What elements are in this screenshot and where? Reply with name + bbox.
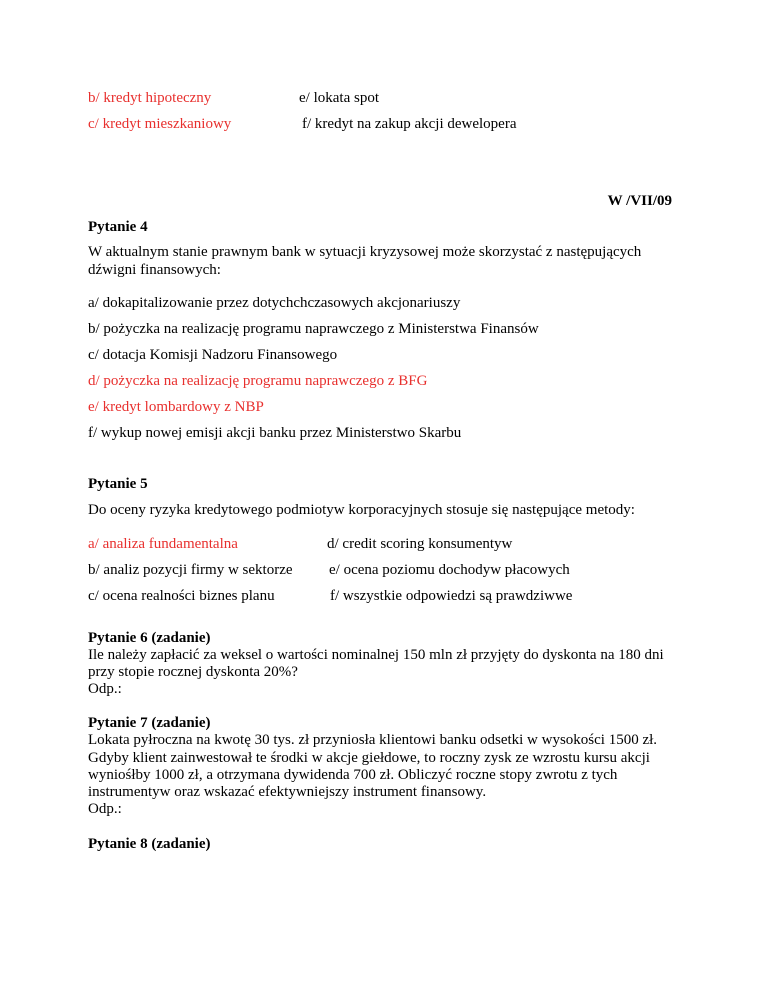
- question-5-option-b: b/ analiz pozycji firmy w sektorze: [88, 562, 293, 578]
- question-4-option-f: f/ wykup nowej emisji akcji banku przez Ministerstwo Skarbu: [88, 425, 462, 441]
- question-5-option-c: c/ ocena realności biznes planu: [88, 588, 275, 604]
- question-7-title: Pytanie 7 (zadanie): [88, 715, 211, 731]
- question-5-option-e: e/ ocena poziomu dochodyw płacowych: [329, 562, 570, 578]
- question-5-title: Pytanie 5: [88, 476, 148, 492]
- question-7-text-line-3: wyniośłby 1000 zł, a otrzymana dywidenda 700 zł. Obliczyć roczne stopy zwrotu z tych: [88, 767, 618, 783]
- answer-option-c: c/ kredyt mieszkaniowy: [88, 116, 232, 132]
- question-6-answer-label: Odp.:: [88, 681, 122, 697]
- section-code: W /VII/09: [607, 193, 672, 209]
- question-4-option-d: d/ pożyczka na realizację programu naprawczego z BFG: [88, 373, 428, 389]
- question-4-option-c: c/ dotacja Komisji Nadzoru Finansowego: [88, 347, 338, 363]
- question-5-option-f: f/ wszystkie odpowiedzi są prawdziwwe: [330, 588, 573, 604]
- question-4-title: Pytanie 4: [88, 219, 148, 235]
- question-4-text-line-2: dźwigni finansowych:: [88, 262, 221, 278]
- question-4-text-line-1: W aktualnym stanie prawnym bank w sytuacji kryzysowej może skorzystać z następujących: [88, 244, 642, 260]
- question-5-option-d: d/ credit scoring konsumentyw: [327, 536, 513, 552]
- question-5-option-a: a/ analiza fundamentalna: [88, 536, 238, 552]
- question-7-text-line-2: Gdyby klient zainwestował te środki w akcje giełdowe, to roczny zysk ze wzrostu kursu akcji: [88, 750, 650, 766]
- question-6-title: Pytanie 6 (zadanie): [88, 630, 211, 646]
- question-4-option-e: e/ kredyt lombardowy z NBP: [88, 399, 264, 415]
- question-4-option-b: b/ pożyczka na realizację programu naprawczego z Ministerstwa Finansów: [88, 321, 539, 337]
- question-6-text-line-2: przy stopie rocznej dyskonta 20%?: [88, 664, 298, 680]
- question-7-text-line-4: instrumentyw oraz wskazać efektywniejszy instrument finansowy.: [88, 784, 487, 800]
- answer-option-b: b/ kredyt hipoteczny: [88, 90, 212, 106]
- question-6-text-line-1: Ile należy zapłacić za weksel o wartości nominalnej 150 mln zł przyjęty do dyskonta na 180 dni: [88, 647, 664, 663]
- question-4-option-a: a/ dokapitalizowanie przez dotychchczasowych akcjonariuszy: [88, 295, 461, 311]
- answer-option-f: f/ kredyt na zakup akcji dewelopera: [302, 116, 517, 132]
- question-8-title: Pytanie 8 (zadanie): [88, 836, 211, 852]
- question-5-text: Do oceny ryzyka kredytowego podmiotyw korporacyjnych stosuje się następujące metody:: [88, 502, 635, 518]
- answer-option-e: e/ lokata spot: [299, 90, 379, 106]
- question-7-text-line-1: Lokata pyłroczna na kwotę 30 tys. zł przyniosła klientowi banku odsetki w wysokości 1500 zł.: [88, 732, 658, 748]
- question-7-answer-label: Odp.:: [88, 801, 122, 817]
